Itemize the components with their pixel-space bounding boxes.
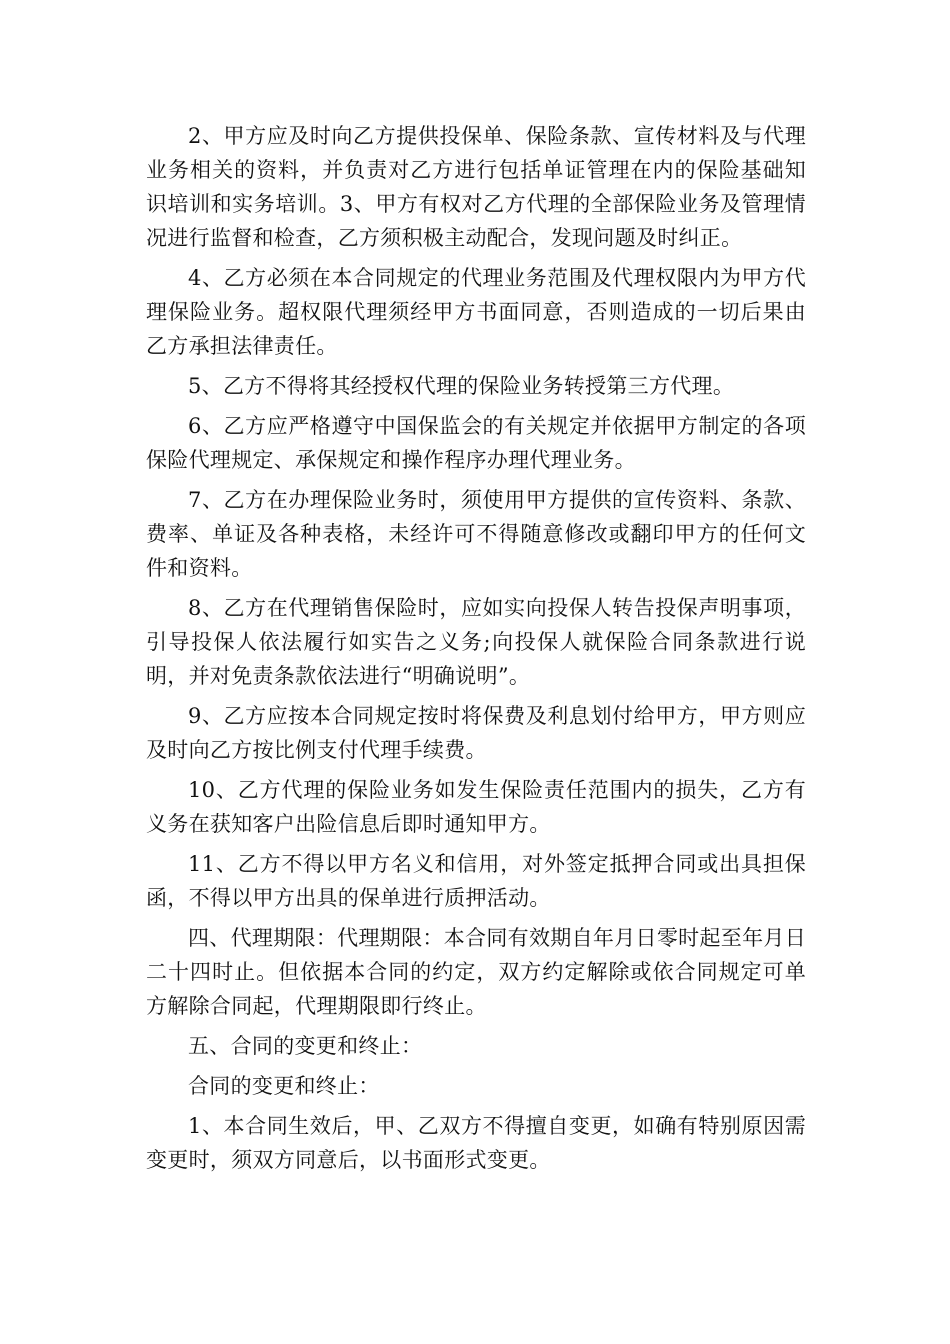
paragraph-clause-8: 8、乙方在代理销售保险时，应如实向投保人转告投保声明事项，引导投保人依法履行如实告之义务;向投保人就保险合同条款进行说明，并对免责条款依法进行“明确说明”。: [146, 596, 806, 688]
paragraph-clause-10: 10、乙方代理的保险业务如发生保险责任范围内的损失，乙方有义务在获知客户出险信息后即时通知甲方。: [146, 778, 806, 836]
paragraph-clause-9: 9、乙方应按本合同规定按时将保费及利息划付给甲方，甲方则应及时向乙方按比例支付代理手续费。: [146, 704, 806, 762]
paragraph-clause-7: 7、乙方在办理保险业务时，须使用甲方提供的宣传资料、条款、费率、单证及各种表格，未经许可不得随意修改或翻印甲方的任何文件和资料。: [146, 488, 806, 580]
paragraph-section-5-heading: 五、合同的变更和终止：: [188, 1034, 423, 1058]
paragraph-section-5-subheading: 合同的变更和终止：: [188, 1074, 380, 1098]
paragraph-clause-11: 11、乙方不得以甲方名义和信用，对外签定抵押合同或出具担保函，不得以甲方出具的保单进行质押活动。: [146, 852, 806, 910]
document-page: [146, 119, 806, 1183]
paragraph-clause-5: 5、乙方不得将其经授权代理的保险业务转授第三方代理。: [188, 374, 735, 398]
paragraph-clause-4: 4、乙方必须在本合同规定的代理业务范围及代理权限内为甲方代理保险业务。超权限代理须经甲方书面同意，否则造成的一切后果由乙方承担法律责任。: [146, 266, 806, 358]
paragraph-section-4-term: 四、代理期限：代理期限：本合同有效期自年月日零时起至年月日二十四时止。但依据本合同的约定，双方约定解除或依合同规定可单方解除合同起，代理期限即行终止。: [146, 926, 806, 1018]
paragraph-clause-2-3: 2、甲方应及时向乙方提供投保单、保险条款、宣传材料及与代理业务相关的资料，并负责对乙方进行包括单证管理在内的保险基础知识培训和实务培训。3、甲方有权对乙方代理的全部保险业务及管理情况进行监督和检查，乙方须积极主动配合，发现问题及时纠正。: [146, 124, 806, 250]
paragraph-change-clause-1: 1、本合同生效后，甲、乙双方不得擅自变更，如确有特别原因需变更时，须双方同意后，以书面形式变更。: [146, 1114, 806, 1172]
paragraph-clause-6: 6、乙方应严格遵守中国保监会的有关规定并依据甲方制定的各项保险代理规定、承保规定和操作程序办理代理业务。: [146, 414, 806, 472]
